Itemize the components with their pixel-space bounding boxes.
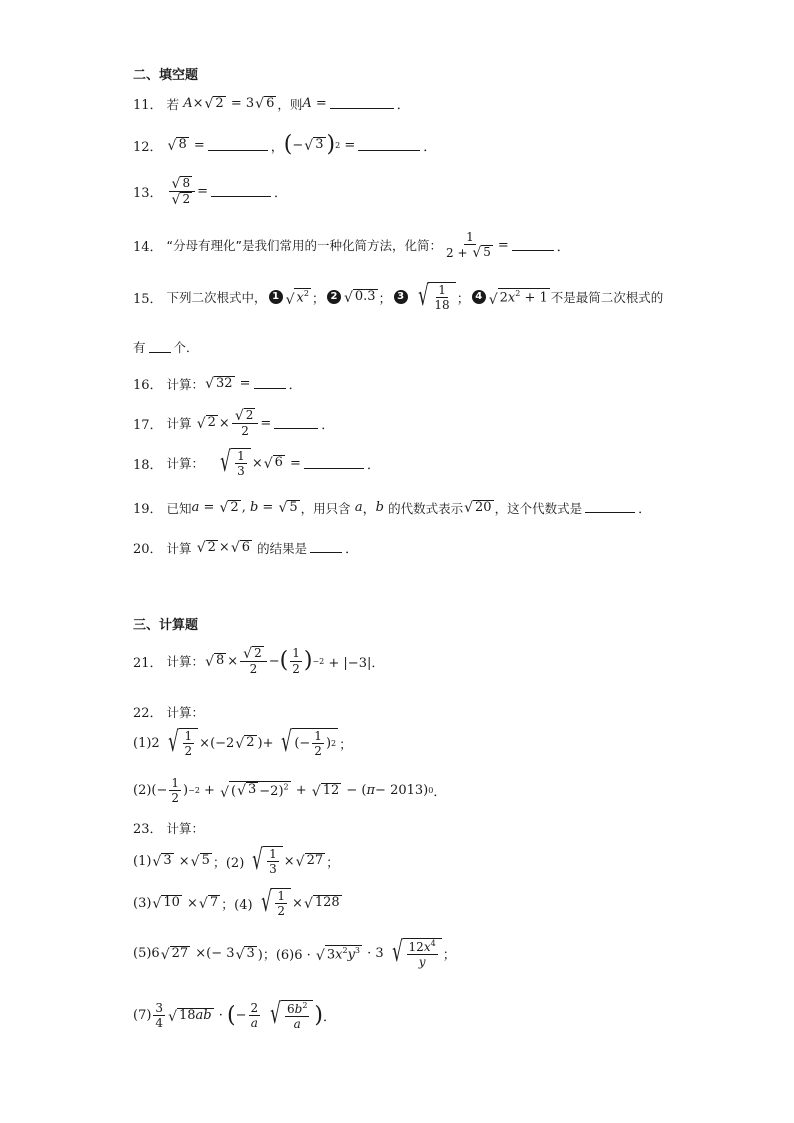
answer-blank[interactable]	[274, 418, 318, 429]
question-23: 23． 计算：	[133, 820, 205, 837]
question-14: 14． “分母有理化”是我们常用的一种化简方法，化简： 1 2 + √ 5 = ．	[133, 230, 570, 262]
question-11: 11． 若 A × √ 2 = 3 √ 6 ，则 A = ．	[133, 95, 410, 113]
question-number: 11．	[133, 98, 163, 113]
question-19: 19． 已知 a = √ 2 , b = √ 5 ，用只含 a ， b 的代数式表示 √ 20 ，这个代数式是 ．	[133, 499, 652, 517]
question-21: 21． 计算： √ 8 × √ 2 2 − ( $\frac{1}{2}$ ) −2 + |−3|．	[133, 645, 385, 677]
question-13: 13． √ 8 √ 2 = ．	[133, 175, 288, 208]
answer-blank[interactable]	[254, 378, 286, 389]
answer-blank[interactable]	[211, 186, 271, 197]
question-22-part-1: (1)2 √ $\frac{1}{2}$ ×(−2 √ 2 )+ √ (− $\frac{1}{2}$ ) 2 ；	[133, 725, 353, 759]
question-16: 16． 计算： √ 32 = ．	[133, 375, 302, 393]
answer-blank[interactable]	[330, 98, 394, 109]
answer-blank[interactable]	[304, 458, 364, 469]
question-23-part-7: (7) $\frac{3}{4}$ √ 18ab · ( − $\frac{2}{a}$ √ $\frac{6b^2}{a}$ ) ．	[133, 997, 337, 1032]
answer-blank[interactable]	[585, 502, 635, 513]
answer-blank[interactable]	[149, 342, 171, 353]
question-23-parts-3-4: (3) √ 10 × √ 7 ；(4) √ $\frac{1}{2}$ × √ 128	[133, 885, 340, 919]
section-calc-title: 三、计算题	[133, 618, 199, 633]
question-23-parts-1-2: (1) √ 3 × √ 5 ；(2) √ $\frac{1}{3}$ × √ 27 ；	[133, 843, 340, 877]
question-22-part-2: (2)(− $\frac{1}{2}$ ) −2 + √ ( √ 3 −2)$^2$ + √ 12 − ( π − 2013) 0 ．	[133, 776, 447, 806]
question-23-parts-5-6: (5)6 √ 27 ×(− 3 √ 3 )；(6)6 · √ $3x^2y^3$ · 3 √ $\frac{12x^4}{y}$ ；	[133, 935, 456, 970]
question-22: 22． 计算：	[133, 704, 205, 721]
question-18: 18． 计算： √ $\frac{1}{3}$ × √ 6 = ．	[133, 445, 380, 479]
question-12: 12． √ 8 = ， ( − √ 3 ) 2 = ．	[133, 132, 437, 157]
section-fill-in-title: 二、填空题	[133, 68, 199, 83]
question-20: 20． 计算 √ 2 × √ 6 的结果是 ．	[133, 539, 359, 557]
answer-blank[interactable]	[310, 542, 342, 553]
question-15: 15． 下列二次根式中， 1 √ $x^2$ ； 2 √ 0.3 ； 3 √ $\frac{1}{18}$ ； 4 √ $2x^2 + 1$ 不是最简二次根式的	[133, 279, 664, 313]
question-17: 17． 计算 √ 2 × √ 2 2 = ．	[133, 407, 335, 439]
question-15-continued: 有 个．	[133, 340, 199, 355]
answer-blank[interactable]	[512, 240, 554, 251]
answer-blank[interactable]	[358, 140, 420, 151]
answer-blank[interactable]	[208, 140, 268, 151]
